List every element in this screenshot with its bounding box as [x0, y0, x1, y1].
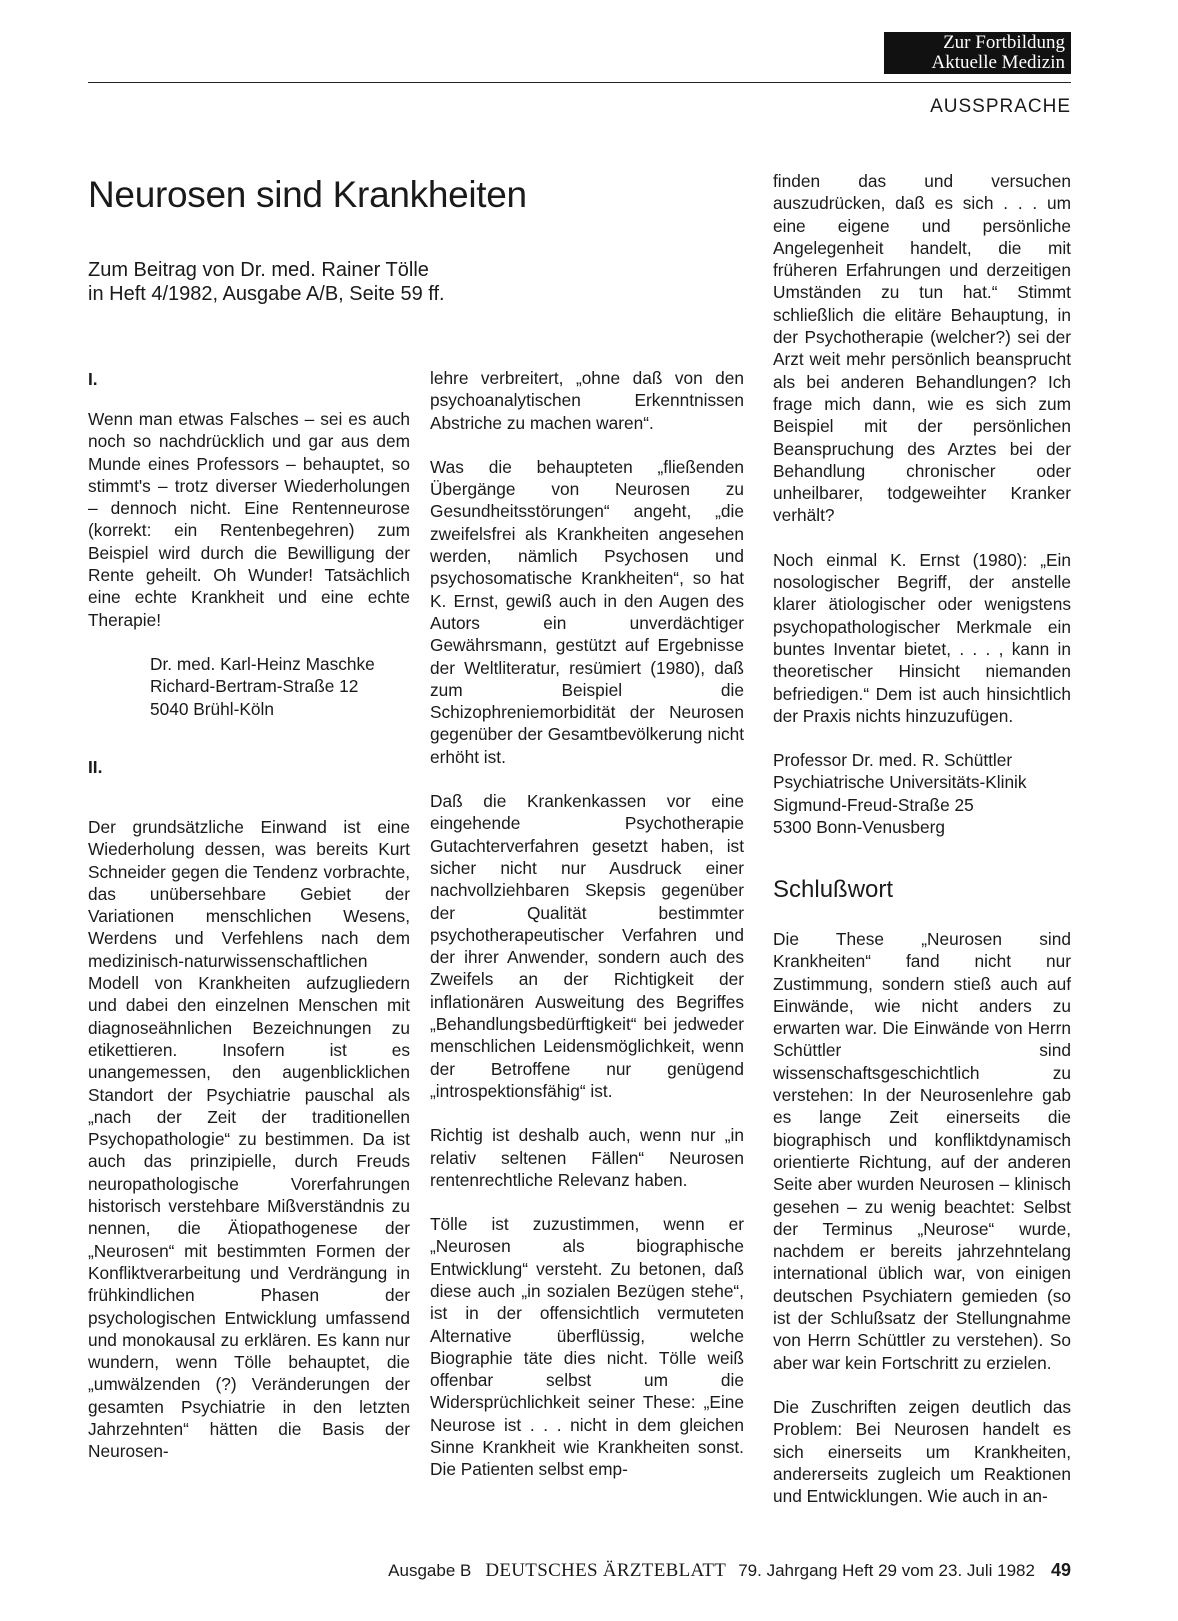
footer-journal: DEUTSCHES ÄRZTEBLATT: [485, 1560, 727, 1581]
letter-2-p5-part1: Tölle ist zuzustimmen, wenn er „Neurosen als biographische Entwicklung“ versteht. Zu betonen, daß diese auch „in sozialen Bezügen stehe“, ist in der offensichtlich vermuteten Alternative überflüssig, welche Biographie täte dies nicht. Tölle weiß offenbar selbst um die Widersprüchlichkeit seiner These: „Eine Neurose ist . . . nicht in dem gleichen Sinne Krankheit wie Krankheiten sonst. Die Patienten selbst emp-: [430, 1214, 744, 1480]
letter-2-p1-part1: Der grundsätzliche Einwand ist eine Wiederholung dessen, was bereits Kurt Schneider gegen die Tendenz vorbrachte, das unübersehbare Gebiet der Variationen menschlichen Wesens, Werdens und Verfehlens nach dem medizinisch-naturwissenschaftlichen Modell von Krankheiten aufzugliedern und dabei den einzelnen Menschen mit diagnoseähnlichen Bezeichnungen zu etikettieren. Insofern ist es unangemessen, den augenblicklichen Standort der Psychiatrie pauschal als „nach der Zeit der traditionellen Psychopathologie“ zu bestimmen. Da ist auch das prinzipielle, durch Freuds neuropathologische Vorerfahrungen historisch verstehbare Mißverständnis zu nennen, die Ätiopathogenese der „Neurosen“ mit bestimmten Formen der Konfliktverarbeitung und Verdrängung in frühkindlichen Phasen der psychologischen Entwicklung umfassend und monokausal zu erklären. Es kann nur wundern, wenn Tölle behauptet, die „umwälzenden (?) Veränderungen der gesamten Psychiatrie in den letzten Jahrzehnten“ hätten die Basis der Neurosen-: [88, 817, 410, 1462]
letter-2-p5-part2: finden das und versuchen auszudrücken, daß es sich . . . um eine eigene und persönliche Angelegenheit handelt, die mit früheren Erfahrungen und derzeitigen Umständen zu tun hat.“ Stimmt schließlich die elitäre Behauptung, in der Psychotherapie (welcher?) sei der Arzt weit mehr persönlich beansprucht als bei anderen Behandlungen? Ich frage mich dann, wie es sich zum Beispiel mit der persönlichen Beanspruchung des Arztes bei der Behandlung chronischer oder unheilbarer, todgeweihter Kranker verhält?: [773, 171, 1071, 526]
letter-2-col3: [773, 170, 1071, 838]
page-number: 49: [1050, 1560, 1071, 1580]
author-street: Richard-Bertram-Straße 12: [150, 676, 359, 697]
letter-2-p3: Daß die Krankenkassen vor eine eingehende Psychotherapie Gutachterverfahren gesetzt haben, ist sicher nicht nur Ausdruck einer nachvollziehbaren Skepsis gegenüber der Qualität bestimmter psychotherapeutischer Verfahren und der ihrer Anwender, sondern auch des Zweifels an der Richtigkeit der inflationären Ausweitung des Begriffes „Behandlungsbedürftigkeit“ bei jedweder menschlichen Leidensmöglichkeit, wenn der Betroffene nur genügend „introspektionsfähig“ ist.: [430, 791, 744, 1101]
article-subtitle: [88, 258, 508, 306]
author-name: Dr. med. Karl-Heinz Maschke: [150, 653, 375, 674]
page-footer: [290, 1560, 1071, 1582]
letter-2-numeral-wrap: [88, 756, 410, 778]
letter-1: [88, 368, 410, 390]
subtitle-line-2: in Heft 4/1982, Ausgabe A/B, Seite 59 ff.: [88, 283, 445, 305]
letter-1-author: [150, 653, 410, 720]
letter-1-text: Wenn man etwas Falsches – sei es auch noch so nachdrücklich und gar aus dem Munde eines Professors – behauptet, so stimmt's – trotz diverser Wiederholungen – dennoch nicht. Eine Rentenneurose (korrekt: ein Rentenbegehren) zum Beispiel wird durch die Bewilligung der Rente geheilt. Oh Wunder! Tatsächlich eine echte Krankheit und eine echte Therapie!: [88, 409, 410, 630]
author-city: 5040 Brühl-Köln: [150, 698, 274, 719]
header-rule: [88, 82, 1071, 83]
author-street: Sigmund-Freud-Straße 25: [773, 794, 974, 815]
subtitle-line-1: Zum Beitrag von Dr. med. Rainer Tölle: [88, 259, 429, 281]
rubric-line-2: Aktuelle Medizin: [931, 52, 1065, 73]
article-title: Neurosen sind Krankheiten: [88, 174, 527, 215]
author-city: 5300 Bonn-Venusberg: [773, 817, 945, 838]
letter-2-p1-part2: lehre verbreitert, „ohne daß von den psychoanalytischen Erkenntnissen Abstriche zu machen waren“.: [430, 368, 744, 433]
author-institution: Psychiatrische Universitäts-Klinik: [773, 772, 1027, 793]
letter-2-p4: Richtig ist deshalb auch, wenn nur „in relativ seltenen Fällen“ Neurosen rentenrechtliche Relevanz haben.: [430, 1125, 744, 1190]
letter-2-col1: [88, 816, 410, 1506]
schlusswort-p1: Die These „Neurosen sind Krankheiten“ fand nicht nur Zustimmung, sondern stieß auch auf Einwände, wie nicht anders zu erwarten war. Die Einwände von Herrn Schüttler sind wissenschaftsgeschichtlich zu verstehen: In der Neurosenlehre gab es lange Zeit einerseits die biographisch und konfliktdynamisch orientierte Richtung, auf der anderen Seite aber wurden Neurosen – klinisch gesehen – zu wenig beachtet: Selbst der Terminus „Neurose“ wurde, nachdem er bereits jahrzehntelang international üblich war, von einigen deutschen Psychiatern gemieden (so ist der Schlußsatz der Stellungnahme von Herrn Schüttler zu verstehen). So aber war kein Fortschritt zu erzielen.: [773, 929, 1071, 1373]
schlusswort-body: [773, 928, 1071, 1508]
rubric-line-1: Zur Fortbildung: [943, 32, 1065, 53]
letter-2-p2: Was die behaupteten „fließenden Übergänge von Neurosen zu Gesundheitsstörungen“ angeht, „die zweifelsfrei als Krankheiten angesehen werden, nämlich Psychosen und psychosomatische Krankheiten“, so hat K. Ernst, gewiß auch in den Augen des Autors ein unverdächtiger Gewährsmann, gestützt auf Ergebnisse der Weltliteratur, resümiert (1980), daß zum Beispiel die Schizophreniemorbidität der Neurosen gegenüber der Gesamtbevölkerung nicht erhöht ist.: [430, 456, 744, 767]
letter-2-author: [773, 749, 1071, 838]
section-label: AUSSPRACHE: [930, 96, 1071, 117]
letter-2-p6: Noch einmal K. Ernst (1980): „Ein nosologischer Begriff, der anstelle klarer ätiologischer oder wenigstens psychopathologischer Merkmale ein buntes Inventar bietet, . . . , kann in theoretischer Hinsicht niemanden befriedigen.“ Dem ist auch hinsichtlich der Praxis nichts hinzuzufügen.: [773, 549, 1071, 726]
author-name: Professor Dr. med. R. Schüttler: [773, 750, 1013, 771]
footer-issue: 79. Jahrgang Heft 29 vom 23. Juli 1982: [738, 1561, 1035, 1580]
letter-2-col2: [430, 367, 744, 1507]
footer-edition: Ausgabe B: [388, 1561, 472, 1580]
schlusswort-p2: Die Zuschriften zeigen deutlich das Problem: Bei Neurosen handelt es sich einerseits um Krankheiten, andererseits zugleich um Reaktionen und Entwicklungen. Wie auch in an-: [773, 1396, 1071, 1507]
rubric-badge: [884, 32, 1071, 74]
letter-1-numeral: I.: [88, 369, 98, 389]
schlusswort-heading: Schlußwort: [773, 876, 894, 903]
letter-1-body: [88, 408, 410, 720]
letter-2-numeral: II.: [88, 757, 103, 777]
